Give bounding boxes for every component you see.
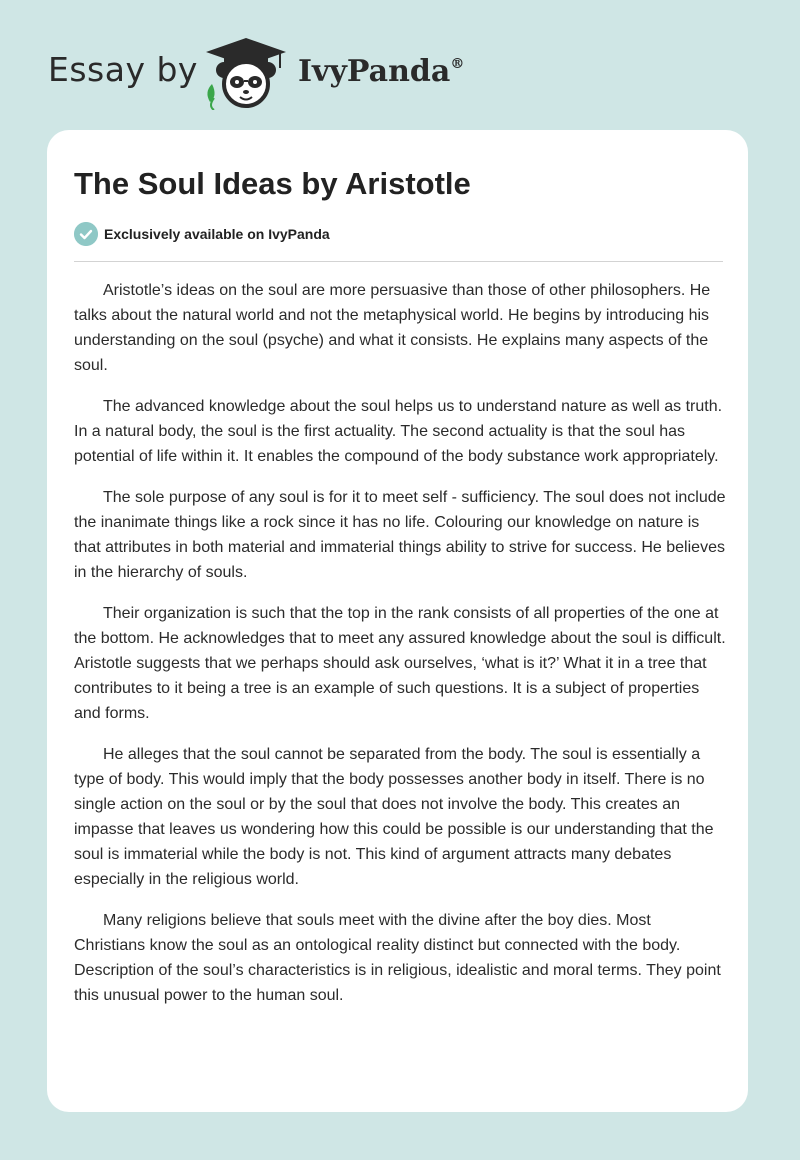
paragraph: The advanced knowledge about the soul helps us to understand nature as well as truth. In a natural body, the soul is the first actuality. The second actuality is that the soul has potential of life within it. It enables the compound of the body substance work appropriately.: [74, 398, 723, 465]
checkmark-icon: [74, 222, 98, 246]
brand-text: IvyPanda: [298, 54, 451, 89]
ivy-leaf-icon: [207, 84, 214, 110]
ivy-panda-logo-icon[interactable]: [200, 36, 292, 110]
essay-body: [74, 278, 726, 1024]
essay-by-label: Essay by: [48, 50, 198, 89]
paragraph: Aristotle’s ideas on the soul are more persuasive than those of other philosophers. He talks about the natural world and not the metaphysical world. He begins by introducing his understanding on the soul (psyche) and what it consists. He explains many aspects of the soul.: [74, 282, 711, 374]
paragraph: Many religions believe that souls meet with the divine after the boy dies. Most Christians know the soul as an ontological reality distinct but connected with the body. Description of the soul’s characteristics is in religious, idealistic and moral terms. They point this unusual power to the human soul.: [74, 912, 721, 1004]
paragraph: The sole purpose of any soul is for it to meet self - sufficiency. The soul does not include the inanimate things like a rock since it has no life. Colouring our knowledge on nature is that attributes in both material and immaterial things ability to strive for success. He believes in the hierarchy of souls.: [74, 489, 726, 581]
divider: [74, 261, 723, 262]
page-title: The Soul Ideas by Aristotle: [74, 166, 471, 201]
paragraph: Their organization is such that the top in the rank consists of all properties of the one at the bottom. He acknowledges that to meet any assured knowledge about the soul is difficult. Aristotle suggests that we perhaps should ask ourselves, ‘what is it?’ What it in a tree that contributes to it being a tree is an example of such questions. It is a subject of properties and forms.: [74, 605, 726, 722]
brand-name[interactable]: [298, 54, 464, 89]
availability-badge: [74, 222, 330, 246]
essay-card: [47, 130, 748, 1112]
trademark-symbol: ®: [450, 56, 465, 72]
paragraph: He alleges that the soul cannot be separated from the body. The soul is essentially a type of body. This would imply that the body possesses another body in itself. There is no single action on the soul or by the soul that does not involve the body. This creates an impasse that leaves us wondering how this could be possible is our understanding that the soul is immaterial while the body is not. This kind of argument attracts many debates especially in the religious world.: [74, 746, 714, 888]
availability-text: Exclusively available on IvyPanda: [104, 226, 330, 242]
site-header: [0, 0, 800, 130]
